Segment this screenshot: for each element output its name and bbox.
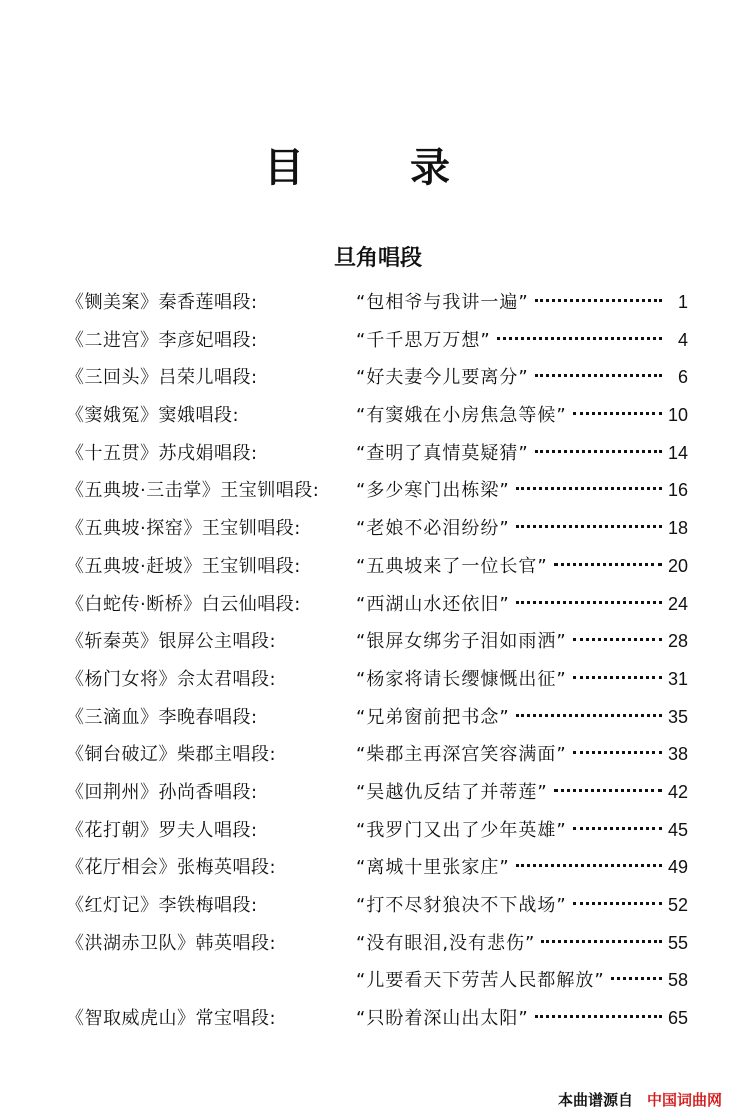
page-number: 20 <box>667 555 688 576</box>
lyric-line <box>356 1000 688 1038</box>
lyric-text: “千千思万万想” <box>356 329 491 351</box>
lyric-text: “打不尽豺狼决不下战场” <box>356 895 567 916</box>
opera-role-title: 《二进宫》李彦妃唱段: <box>66 329 258 351</box>
page-number: 45 <box>667 819 688 840</box>
dot-leader <box>497 336 662 340</box>
page-number: 4 <box>677 329 688 350</box>
lyric-line <box>356 962 688 1000</box>
site-name: 中国词曲网 <box>646 1091 722 1109</box>
page-number: 49 <box>667 857 688 878</box>
page-number: 14 <box>667 442 688 463</box>
dot-leader <box>554 788 662 792</box>
lyric-text: “包相爷与我讲一遍” <box>356 292 529 313</box>
toc-entry <box>0 849 730 887</box>
dot-leader <box>573 826 662 830</box>
page-number: 42 <box>667 781 688 802</box>
lyric-line <box>356 736 688 774</box>
dot-leader <box>516 863 662 867</box>
toc-entry <box>0 586 730 624</box>
opera-role-title: 《白蛇传·断桥》白云仙唱段: <box>66 593 301 615</box>
dot-leader <box>554 562 662 566</box>
toc-entry <box>0 962 730 1000</box>
lyric-text: “儿要看天下劳苦人民都解放” <box>356 970 605 992</box>
lyric-line <box>356 849 688 887</box>
lyric-text: “离城十里张家庄” <box>356 857 510 879</box>
toc-entry <box>0 887 730 925</box>
opera-role-title: 《斩秦英》银屏公主唱段: <box>66 631 277 653</box>
lyric-text: “老娘不必泪纷纷” <box>356 518 510 540</box>
opera-role-title: 《五典坡·探窑》王宝钏唱段: <box>66 518 301 540</box>
toc-entry <box>0 284 730 322</box>
opera-role-title: 《五典坡·赶坡》王宝钏唱段: <box>66 555 301 577</box>
page-number: 28 <box>667 631 688 652</box>
page-number: 52 <box>667 895 688 915</box>
lyric-line <box>356 623 688 661</box>
footer-source <box>558 1089 722 1110</box>
toc-entry <box>0 472 730 510</box>
dot-leader <box>535 373 662 377</box>
page-number: 55 <box>667 932 688 953</box>
lyric-text: “银屏女绑劣子泪如雨洒” <box>356 631 567 653</box>
page-number: 18 <box>667 518 688 539</box>
page-number: 35 <box>667 706 688 727</box>
lyric-line <box>356 548 688 586</box>
lyric-line <box>356 887 688 925</box>
dot-leader <box>573 411 662 415</box>
lyric-text: “好夫妻今儿要离分” <box>356 367 529 389</box>
opera-role-title: 《三回头》吕荣儿唱段: <box>66 367 258 389</box>
toc-entry <box>0 774 730 812</box>
lyric-text: “查明了真情莫疑猜” <box>356 442 529 464</box>
lyric-text: “吴越仇反结了并蒂莲” <box>356 781 548 803</box>
dot-leader <box>516 713 662 717</box>
lyric-text: “西湖山水还依旧” <box>356 593 510 615</box>
dot-leader <box>535 449 662 453</box>
dot-leader <box>516 486 662 490</box>
lyric-line <box>356 322 688 360</box>
lyric-line <box>356 435 688 473</box>
lyric-text: “柴郡主再深宫笑容满面” <box>356 744 567 766</box>
lyric-line <box>356 812 688 850</box>
lyric-line <box>356 359 688 397</box>
dot-leader <box>535 298 662 302</box>
lyric-text: “杨家将请长缨慷慨出征” <box>356 668 567 690</box>
opera-role-title: 《杨门女将》佘太君唱段: <box>66 668 277 690</box>
toc-entry <box>0 736 730 774</box>
opera-role-title: 《窦娥冤》窦娥唱段: <box>66 405 240 427</box>
dot-leader <box>516 524 662 528</box>
toc-entry <box>0 1000 730 1038</box>
toc-entry <box>0 925 730 963</box>
opera-role-title: 《五典坡·三击掌》王宝钏唱段: <box>66 480 320 502</box>
lyric-text: “五典坡来了一位长官” <box>356 555 548 577</box>
toc-entry <box>0 548 730 586</box>
lyric-line <box>356 774 688 812</box>
toc-entry <box>0 812 730 850</box>
lyric-text: “没有眼泪,没有悲伤” <box>356 932 536 954</box>
dot-leader <box>516 600 662 604</box>
opera-role-title: 《铡美案》秦香莲唱段: <box>66 292 258 313</box>
toc-entry <box>0 397 730 435</box>
dot-leader <box>573 637 662 641</box>
page-number: 1 <box>677 292 688 312</box>
page-number: 16 <box>667 480 688 501</box>
lyric-line <box>356 284 688 322</box>
page-number: 38 <box>667 744 688 765</box>
toc-entry <box>0 510 730 548</box>
page-number: 58 <box>667 970 688 991</box>
page-title: 目 录 <box>264 145 496 191</box>
lyric-line <box>356 472 688 510</box>
opera-role-title: 《十五贯》苏戌娟唱段: <box>66 442 258 464</box>
page-number: 24 <box>667 593 688 614</box>
toc-entry <box>0 322 730 360</box>
opera-role-title: 《花厅相会》张梅英唱段: <box>66 857 277 879</box>
toc-entry <box>0 661 730 699</box>
page-number: 31 <box>667 668 688 689</box>
lyric-line <box>356 661 688 699</box>
toc-entry <box>0 699 730 737</box>
dot-leader <box>535 1014 662 1018</box>
opera-role-title: 《回荆州》孙尚香唱段: <box>66 781 258 803</box>
source-label: 本曲谱源自 <box>557 1091 633 1109</box>
opera-role-title: 《三滴血》李晚春唱段: <box>66 706 258 728</box>
lyric-text: “兄弟窗前把书念” <box>356 706 510 728</box>
opera-role-title: 《洪湖赤卫队》韩英唱段: <box>66 932 277 954</box>
opera-role-title: 《智取威虎山》常宝唱段: <box>66 1008 277 1030</box>
page-number: 6 <box>677 367 688 388</box>
lyric-text: “我罗门又出了少年英雄” <box>356 819 567 841</box>
lyric-line <box>356 510 688 548</box>
opera-role-title: 《铜台破辽》柴郡主唱段: <box>66 744 277 766</box>
lyric-text: “只盼着深山出太阳” <box>356 1008 529 1030</box>
dot-leader <box>573 675 662 679</box>
dot-leader <box>573 901 662 905</box>
toc-entry <box>0 359 730 397</box>
lyric-text: “多少寒门出栋梁” <box>356 480 510 502</box>
dot-leader <box>611 976 662 980</box>
section-title: 旦角唱段 <box>333 246 422 271</box>
page-number: 65 <box>667 1008 688 1029</box>
opera-role-title: 《红灯记》李铁梅唱段: <box>66 895 258 916</box>
lyric-line <box>356 586 688 624</box>
lyric-line <box>356 397 688 435</box>
toc-entry <box>0 623 730 661</box>
lyric-line <box>356 699 688 737</box>
dot-leader <box>541 939 662 943</box>
toc-entry <box>0 435 730 473</box>
opera-role-title: 《花打朝》罗夫人唱段: <box>66 819 258 841</box>
lyric-line <box>356 925 688 963</box>
lyric-text: “有窦娥在小房焦急等候” <box>356 405 567 427</box>
page-number: 10 <box>667 405 688 426</box>
table-of-contents <box>0 284 730 1038</box>
dot-leader <box>573 750 662 754</box>
